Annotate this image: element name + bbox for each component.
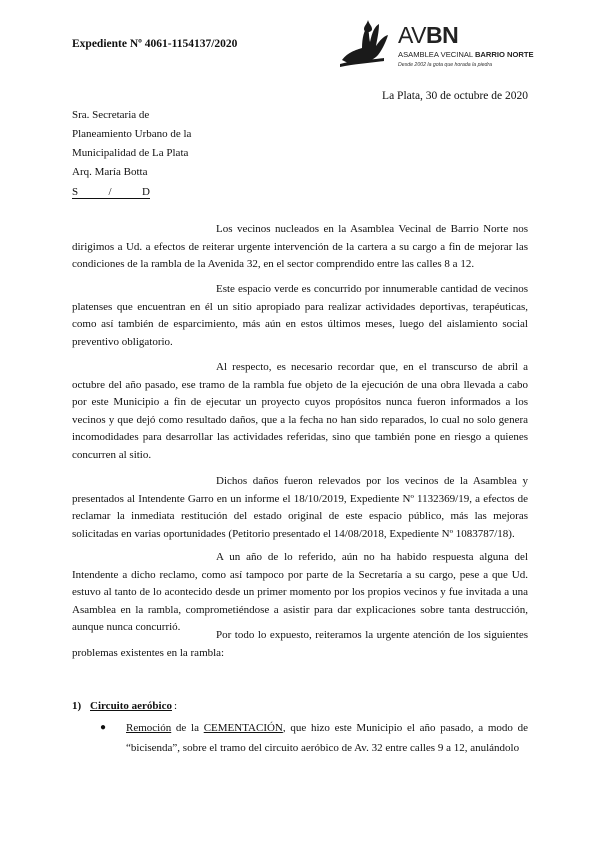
letter-date: La Plata, 30 de octubre de 2020 (382, 90, 528, 102)
bullet-emphasis: CEMENTACIÓN (203, 722, 283, 734)
expediente-number: Expediente Nº 4061-1154137/2020 (72, 38, 238, 50)
hand-drop-icon (338, 20, 396, 68)
bullet-item: Remoción de la CEMENTACIÓN, que hizo este Municipio el año pasado, a modo de “bicisenda”, sobre el tramo del circuito aeróbico de Av. 32 entre calles 9 a 12, anulándolo (126, 722, 528, 754)
paragraph-1: Los vecinos nucleados en la Asamblea Vecinal de Barrio Norte nos dirigimos a Ud. a efectos de reiterar urgente intervención de la cartera a su cargo a fin de mejorar las condiciones de la rambla de la Avenida 32, en el sector comprendido entre las calles 8 a 12. (72, 223, 528, 271)
logo-subtitle: ASAMBLEA VECINAL BARRIO NORTE (398, 50, 534, 59)
section-number: 1) (72, 700, 82, 712)
paragraph-2: Este espacio verde es concurrido por innumerable cantidad de vecinos platenses que encuentran en él un sitio apropiado para realizar actividades deportivas, terapéuticas, como así también de esparcimiento, más aún en estos últimos meses, luego del aislamiento social preventivo obligatorio. (72, 283, 528, 348)
section-title: Circuito aeróbico (90, 700, 172, 712)
addressee-line: Planeamiento Urbano de la (72, 128, 192, 140)
sd-slash: / (108, 186, 112, 198)
paragraph-6: Por todo lo expuesto, reiteramos la urgente atención de los siguientes problemas existentes en la rambla: (72, 629, 528, 659)
paragraph-4: Dichos daños fueron relevados por los vecinos de la Asamblea y presentados al Intendente Garro en un informe el 18/10/2019, Expediente Nº 1132369/19, a efectos de reclamar la inmediata restitución del estado original de este espacio público, más las mejoras solicitadas en varias oportunidades (Petitorio presentado el 14/08/2018, Expediente Nº 1083787/18). (72, 475, 528, 540)
sd-s: S (72, 186, 79, 198)
sd-d: D (142, 186, 150, 198)
bullet-lead: Remoción (126, 722, 172, 734)
addressee-line: Municipalidad de La Plata (72, 147, 189, 159)
bullet-dot-icon: ● (100, 722, 107, 733)
logo-title: AVBN (398, 22, 459, 48)
sd-line (72, 186, 150, 199)
paragraph-3: Al respecto, es necesario recordar que, en el transcurso de abril a octubre del año pasado, ese tramo de la rambla fue objeto de la ejecución de una obra llevada a cabo por este Municipio a fin de ejecutar un proyecto cuyos propósitos nunca fueron informados a los vecinos y que dejó como resultado daños, que a la fecha no han sido reparados, lo cual no solo genera incomodidades para desarrollar las actividades referidas, sino que también pone en riesgo a quienes concurren al sitio. (72, 361, 528, 461)
addressee-line: Sra. Secretaria de (72, 109, 150, 121)
section-title-colon: : (174, 700, 178, 712)
paragraph-5: A un año de lo referido, aún no ha habido respuesta alguna del Intendente a dicho reclamo, como así tampoco por parte de la Secretaría a su cargo, pese a que Ud. estuvo al tanto de lo acontecido desde un primer momento por los propios vecinos y fue invitada a una Asamblea en la rambla, comprometiéndose a asistir para dar explicaciones sobre tanta destrucción, aunque nunca concurrió. (72, 551, 528, 634)
avbn-logo (338, 20, 538, 72)
addressee-line: Arq. María Botta (72, 166, 148, 178)
logo-tagline: Desde 2002 la gota que horada la piedra (398, 62, 493, 68)
